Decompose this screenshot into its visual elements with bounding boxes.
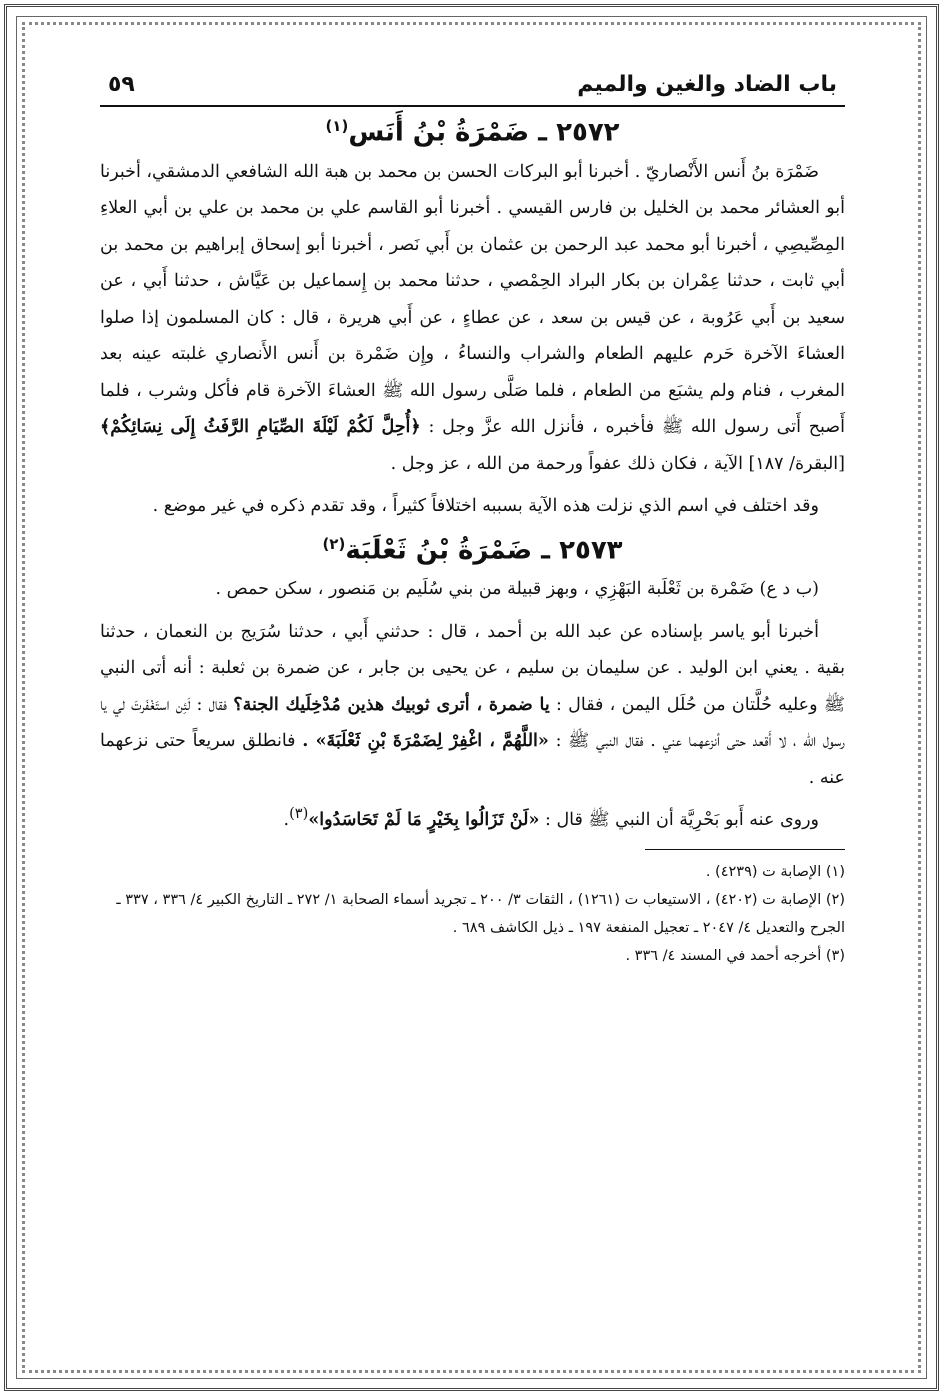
footnote-2: (٢) الإصابة ت (٤٢٠٢) ، الاستيعاب ت (١٢٦١) ، الثقات ٣/ ٢٠٠ ـ تجريد أسماء الصحابة ١/ ٢٧٢ ـ التاريخ الكبير ٤/ ٣٣٦ ، ٣٣٧ ـ الجرح والتعديل ٤/ ٢٠٤٧ ـ تعجيل المنفعة ١٩٧ ـ ذيل الكاشف ٦٨٩ .	[116, 891, 845, 936]
footnotes	[100, 858, 845, 970]
entry-2573-intro: (ب د ع) ضَمْرة بن ثَعْلَبة البَهْزِي ، وبهز قبيلة من بني سُلَيم بن مَنصور ، سكن حمص .	[215, 579, 819, 600]
quran-verse: ﴿أُحِلَّ لَكُمْ لَيْلَةَ الصِّيَامِ الرَّفَثُ إِلَى نِسَائِكُمْ﴾	[100, 417, 421, 438]
entry-2573-text: فقال : لَئِن استَغْفَرتَ لي يا رسول الله ، لا أَقعد حتى أنزعهما عني . فقال النبي ﷺ :	[100, 694, 845, 752]
entry-2573-text: فانطلق سريعاً حتى نزعهما عنه .	[100, 731, 845, 788]
hadith-quote: «لَنْ تَزَالُوا بِخَيْرٍ مَا لَمْ تَحَاسَدُوا»	[308, 810, 540, 831]
footnote-ref-1: (١)	[325, 117, 349, 135]
entry-2572-paragraph	[100, 154, 845, 483]
entry-2573-text: أخبرنا أبو ياسر بإسناده عن عبد الله بن أحمد ، قال : حدثني أَبي ، حدثنا سُرَيج بن النعمان ، حدثنا بقية . يعني ابن الوليد . عن سليمان بن سليم ، عن يحيى بن جابر ، عن ضمرة بن ثعلبة : أنه أتى النبي ﷺ وعليه حُلَّتان من حُلَل اليمن ، فقال :	[100, 621, 845, 715]
footnote-ref-2: (٢)	[322, 534, 346, 553]
entry-title-text: ٢٥٧٣ ـ ضَمْرَةُ بْنُ ثَعْلَبَة	[345, 535, 623, 566]
entry-2573-hadith-paragraph	[100, 614, 845, 797]
footnote-divider	[645, 849, 845, 850]
hadith-quote: «اللَّهُمَّ ، اغْفِرْ لِضَمْرَةَ بْنِ ثَعْلَبَةَ» .	[302, 731, 549, 752]
running-head	[100, 72, 845, 107]
footnote-ref-3: (٣)	[289, 805, 309, 823]
entry-2573-text-end: .	[283, 810, 290, 831]
entry-2573-narration	[100, 796, 845, 838]
entry-2572-text-end: [البقرة/ ١٨٧] الآية ، فكان ذلك عفواً ورحمة من الله ، عز وجل .	[390, 453, 845, 474]
footnote-3: (٣) أخرجه أحمد في المسند ٤/ ٣٣٦ .	[625, 947, 845, 964]
footnote-1: (١) الإصابة ت (٤٢٣٩) .	[705, 863, 845, 880]
chapter-title: باب الضاد والغين والميم	[577, 72, 837, 97]
entry-title-2573	[100, 535, 845, 566]
entry-2572-note: وقد اختلف في اسم الذي نزلت هذه الآية بسببه اختلافاً كثيراً ، وقد تقدم ذكره في غير موضع .	[152, 496, 819, 517]
entry-title-2572	[100, 117, 845, 148]
entry-2572-text: ضَمْرَة بنُ أَنس الأَنْصاريّ . أخبرنا أبو البركات الحسن بن محمد بن هبة الله الشافعي الدمشقي، أخبرنا أبو العشائر محمد بن الخليل بن فارس القيسي . أخبرنا أبو القاسم علي بن محمد بن علي بن أبي العلاءِ المِصِّيصِي ، أخبرنا أبو محمد عبد الرحمن بن عثمان بن أَبي نَصر ، أخبرنا أبو إسحاق إبراهيم بن محمد بن أبي ثابت ، حدثنا عِمْران بن بكار البراد الحِمْصي ، حدثنا محمد بن إِسماعيل بن عَيَّاش ، حدثنا أَبي ، عن سعيد بن أَبي عَرُوبة ، عن قيس بن سعد ، عن عطاءٍ ، عن أَبي هريرة ، قال : كان المسلمون إذا صلوا العشاءَ الآخرة حَرم عليهم الطعام والشراب والنساءُ ، وإِن ضَمْرة بن أَنس الأَنصاري غلبته عينه بعد المغرب ، فنام ولم يشبَع من الطعام ، فلما صَلَّى رسول الله ﷺ العشاءَ الآخرة قام فأكل وشرب ، فلما أَصبح أَتى رسول الله ﷺ فأخبره ، فأنزل الله عزَّ وجل :	[100, 161, 846, 438]
page-number: ٥٩	[108, 72, 135, 97]
hadith-quote: يا ضمرة ، أترى ثوبيك هذين مُدْخِلَيك الجنة؟	[233, 694, 550, 715]
page-body	[100, 72, 845, 1333]
entry-title-text: ٢٥٧٢ ـ ضَمْرَةُ بْنُ أَنَس	[348, 117, 620, 148]
entry-2573-text: وروى عنه أَبو بَحْرِيَّة أن النبي ﷺ قال :	[544, 810, 819, 831]
